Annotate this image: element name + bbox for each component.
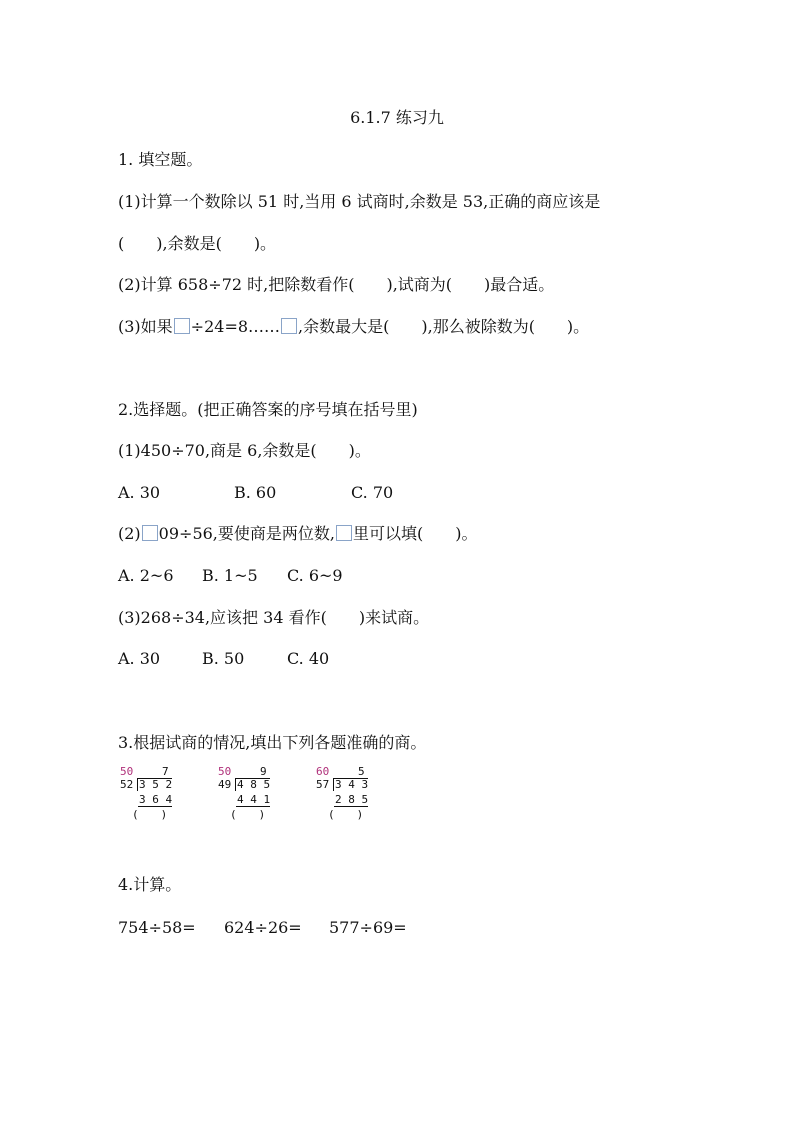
page-title: 6.1.7 练习九 [350, 108, 444, 127]
q1-heading: 1. 填空题。 [118, 150, 203, 169]
divisor: 57 [316, 778, 330, 791]
q1-item3 [118, 317, 589, 337]
q4-heading: 4.计算。 [118, 875, 182, 894]
q2-item2-prefix: (2) [118, 524, 141, 543]
option-a[interactable]: A. 30 [118, 483, 161, 502]
long-division-2 [218, 765, 288, 825]
blank-box[interactable] [281, 318, 297, 334]
q2-item2-middle: 09÷56,要使商是两位数, [158, 524, 335, 543]
quotient: 7 [162, 765, 169, 778]
division-bracket [137, 778, 138, 791]
division-bracket [235, 778, 236, 791]
divisor: 49 [218, 778, 232, 791]
subtraction-bar [334, 806, 368, 807]
q4-problems [118, 918, 407, 938]
q2-item2 [118, 524, 477, 544]
calc-problem-1[interactable]: 754÷58= [118, 918, 196, 937]
q1-item1-line2: ( ),余数是( )。 [118, 234, 277, 253]
calc-problem-3[interactable]: 577÷69= [329, 918, 407, 937]
option-c[interactable]: C. 70 [351, 483, 394, 502]
blank-box[interactable] [336, 525, 352, 541]
quotient: 9 [260, 765, 267, 778]
q1-item3-prefix: (3)如果 [118, 317, 173, 336]
option-b[interactable]: B. 1~5 [202, 566, 258, 585]
subtraction-bar [138, 806, 172, 807]
product: 4 4 1 [237, 793, 271, 806]
division-bracket [333, 778, 334, 791]
option-b[interactable]: B. 60 [234, 483, 277, 502]
q2-item2-suffix: 里可以填( )。 [352, 524, 478, 543]
calc-problem-2[interactable]: 624÷26= [224, 918, 302, 937]
answer-blank[interactable]: ( ) [132, 808, 168, 821]
q2-heading: 2.选择题。(把正确答案的序号填在括号里) [118, 400, 418, 419]
q2-item1-options [118, 483, 393, 503]
q1-item3-suffix: ,余数最大是( ),那么被除数为( )。 [298, 317, 590, 336]
option-b[interactable]: B. 50 [202, 649, 245, 668]
q2-item2-options [118, 566, 343, 586]
blank-box[interactable] [174, 318, 190, 334]
option-a[interactable]: A. 30 [118, 649, 161, 668]
trial-quotient: 50 [218, 765, 232, 778]
answer-blank[interactable]: ( ) [328, 808, 364, 821]
q2-item1: (1)450÷70,商是 6,余数是( )。 [118, 441, 371, 460]
option-a[interactable]: A. 2~6 [118, 566, 174, 585]
trial-quotient: 50 [120, 765, 134, 778]
long-division-3 [316, 765, 386, 825]
product: 3 6 4 [139, 793, 173, 806]
product: 2 8 5 [335, 793, 369, 806]
q1-item2: (2)计算 658÷72 时,把除数看作( ),试商为( )最合适。 [118, 275, 555, 294]
dividend: 3 5 2 [139, 778, 173, 791]
answer-blank[interactable]: ( ) [230, 808, 266, 821]
divisor: 52 [120, 778, 134, 791]
q1-item3-middle: ÷24=8…… [190, 317, 281, 336]
dividend: 3 4 3 [335, 778, 369, 791]
q1-item1-line1: (1)计算一个数除以 51 时,当用 6 试商时,余数是 53,正确的商应该是 [118, 192, 601, 211]
quotient: 5 [358, 765, 365, 778]
blank-box[interactable] [142, 525, 158, 541]
option-c[interactable]: C. 6~9 [287, 566, 343, 585]
q2-item3-options [118, 649, 329, 669]
option-c[interactable]: C. 40 [287, 649, 330, 668]
q2-item3: (3)268÷34,应该把 34 看作( )来试商。 [118, 608, 430, 627]
dividend: 4 8 5 [237, 778, 271, 791]
subtraction-bar [236, 806, 270, 807]
long-division-1 [120, 765, 190, 825]
trial-quotient: 60 [316, 765, 330, 778]
q3-heading: 3.根据试商的情况,填出下列各题准确的商。 [118, 733, 427, 752]
